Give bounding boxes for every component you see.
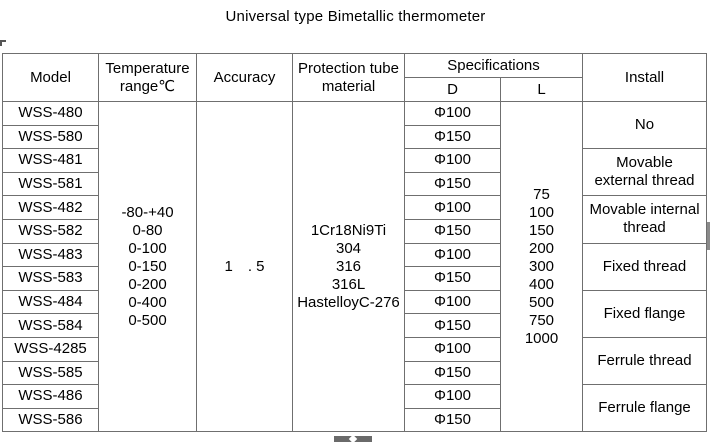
model-cell: WSS-586 [3,408,99,432]
header-d: D [405,78,501,102]
model-cell: WSS-4285 [3,337,99,361]
model-cell: WSS-481 [3,149,99,173]
model-cell: WSS-585 [3,361,99,385]
header-model: Model [3,54,99,102]
scrollbar-thumb[interactable] [707,222,710,250]
install-cell: Ferrule thread [583,337,707,384]
model-cell: WSS-580 [3,125,99,149]
protection-material-cell: 1Cr18Ni9Ti 304 316 316L HastelloyC-276 [293,102,405,432]
model-cell: WSS-482 [3,196,99,220]
model-cell: WSS-483 [3,243,99,267]
model-cell: WSS-581 [3,172,99,196]
d-cell: Φ100 [405,149,501,173]
header-install: Install [583,54,707,102]
d-cell: Φ100 [405,102,501,126]
d-cell: Φ150 [405,361,501,385]
d-cell: Φ100 [405,385,501,409]
model-cell: WSS-484 [3,290,99,314]
model-cell: WSS-582 [3,219,99,243]
expand-toggle[interactable] [334,436,372,442]
d-cell: Φ100 [405,290,501,314]
model-cell: WSS-480 [3,102,99,126]
page-title: Universal type Bimetallic thermometer [225,8,486,25]
header-protection-tube-material: Protection tube material [293,54,405,102]
d-cell: Φ150 [405,267,501,291]
model-cell: WSS-486 [3,385,99,409]
install-cell: Movable external thread [583,149,707,196]
header-l: L [501,78,583,102]
d-cell: Φ100 [405,337,501,361]
d-cell: Φ150 [405,172,501,196]
d-cell: Φ150 [405,314,501,338]
accuracy-cell: 1 . 5 [197,102,293,432]
corner-marker [0,40,6,46]
model-cell: WSS-583 [3,267,99,291]
model-cell: WSS-584 [3,314,99,338]
l-values-cell: 75 100 150 200 300 400 500 750 1000 [501,102,583,432]
d-cell: Φ100 [405,243,501,267]
spec-table [2,53,707,432]
header-accuracy: Accuracy [197,54,293,102]
header-specifications: Specifications [405,54,583,78]
d-cell: Φ150 [405,408,501,432]
install-cell: No [583,102,707,149]
install-cell: Fixed flange [583,290,707,337]
install-cell: Ferrule flange [583,385,707,432]
temperature-range-cell: -80-+40 0-80 0-100 0-150 0-200 0-400 0-500 [99,102,197,432]
d-cell: Φ150 [405,125,501,149]
header-temperature-range: Temperature range℃ [99,54,197,102]
d-cell: Φ100 [405,196,501,220]
install-cell: Fixed thread [583,243,707,290]
install-cell: Movable internal thread [583,196,707,243]
d-cell: Φ150 [405,219,501,243]
